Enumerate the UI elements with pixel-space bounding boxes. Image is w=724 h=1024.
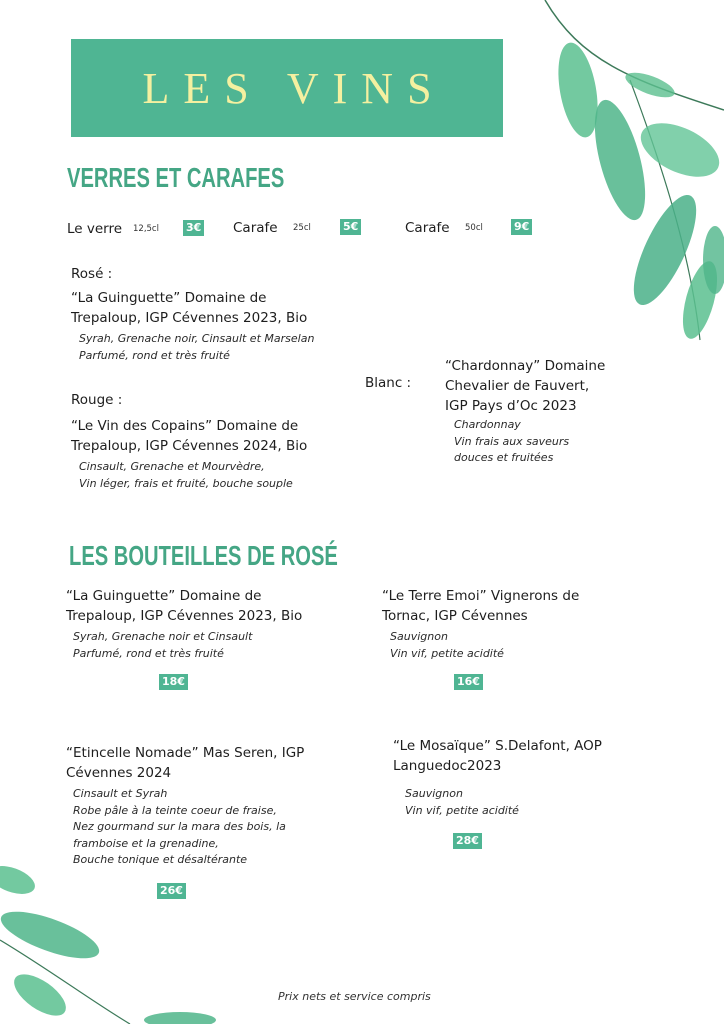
wine-name: Cévennes 2024	[66, 765, 172, 781]
wine-name: Languedoc2023	[393, 758, 502, 774]
price-badge: 18€	[159, 674, 188, 690]
wine-name: “La Guinguette” Domaine de	[66, 588, 262, 604]
price-badge: 28€	[453, 833, 482, 849]
bottle-item	[66, 743, 304, 869]
price-badge: 9€	[511, 219, 532, 235]
price-badge: 16€	[454, 674, 483, 690]
size-label: Carafe	[405, 220, 450, 236]
category-label-rose: Rosé :	[71, 266, 113, 282]
section-heading-bouteilles: LES BOUTEILLES DE ROSÉ	[69, 540, 338, 571]
wine-note: Chardonnay	[454, 418, 521, 431]
wine-note: Vin vif, petite acidité	[405, 803, 519, 817]
wine-note: Sauvignon	[405, 787, 463, 800]
size-volume: 50cl	[465, 223, 483, 233]
footer-note: Prix nets et service compris	[278, 990, 431, 1003]
leaf-branch-bottom-left	[0, 860, 220, 1024]
wine-note: Sauvignon	[390, 630, 448, 643]
wine-note: Bouche tonique et désaltérante	[73, 853, 248, 866]
size-label: Le verre	[67, 221, 123, 237]
wine-name: “Le Mosaïque” S.Delafont, AOP	[393, 738, 602, 754]
wine-note: Parfumé, rond et très fruité	[79, 348, 230, 362]
leaf-branch-top-right	[540, 0, 724, 350]
wine-name: Trepaloup, IGP Cévennes 2024, Bio	[71, 438, 308, 454]
wine-note: douces et fruitées	[454, 451, 554, 464]
wine-note: Syrah, Grenache noir et Cinsault	[73, 630, 253, 643]
wine-name: Trepaloup, IGP Cévennes 2023, Bio	[71, 310, 308, 326]
size-label: Carafe	[233, 220, 278, 236]
wine-name: “La Guinguette” Domaine de	[71, 290, 267, 306]
wine-note: Cinsault et Syrah	[73, 787, 168, 800]
wine-note: Vin frais aux saveurs	[454, 434, 570, 448]
bottle-item	[382, 586, 579, 662]
title-banner	[71, 39, 503, 137]
wine-note: Robe pâle à la teinte coeur de fraise,	[73, 803, 277, 817]
wine-note: Parfumé, rond et très fruité	[73, 646, 224, 660]
wine-note: Cinsault, Grenache et Mourvèdre,	[79, 460, 265, 473]
wine-note: Vin vif, petite acidité	[390, 646, 504, 660]
price-badge: 3€	[183, 220, 204, 236]
price-badge: 5€	[340, 219, 361, 235]
wine-name: “Etincelle Nomade” Mas Seren, IGP	[66, 745, 305, 761]
wine-note: Syrah, Grenache noir, Cinsault et Marselan	[79, 332, 315, 345]
section-heading-verres: VERRES ET CARAFES	[67, 162, 285, 193]
wine-name: Tornac, IGP Cévennes	[382, 608, 528, 624]
wine-name: “Le Terre Emoi” Vignerons de	[382, 588, 580, 604]
wine-note: Nez gourmand sur la mara des bois, la	[73, 820, 286, 833]
page-title: LES VINS	[142, 63, 446, 113]
wine-name: “Chardonnay” Domaine	[445, 358, 606, 374]
wine-name: Chevalier de Fauvert,	[445, 378, 590, 394]
category-label-blanc: Blanc :	[365, 375, 412, 391]
wine-note: Vin léger, frais et fruité, bouche souple	[79, 476, 293, 490]
bottle-item	[66, 586, 302, 662]
wine-name: “Le Vin des Copains” Domaine de	[71, 418, 299, 434]
wine-rose-glass	[71, 288, 314, 364]
bottle-item	[393, 736, 602, 819]
category-label-rouge: Rouge :	[71, 392, 123, 408]
wine-name: IGP Pays d’Oc 2023	[445, 398, 577, 414]
wine-blanc-glass	[445, 356, 605, 467]
size-volume: 25cl	[293, 223, 311, 233]
wine-rouge-glass	[71, 416, 307, 492]
size-volume: 12,5cl	[133, 224, 159, 234]
wine-note: framboise et la grenadine,	[73, 836, 219, 850]
price-badge: 26€	[157, 883, 186, 899]
wine-name: Trepaloup, IGP Cévennes 2023, Bio	[66, 608, 303, 624]
